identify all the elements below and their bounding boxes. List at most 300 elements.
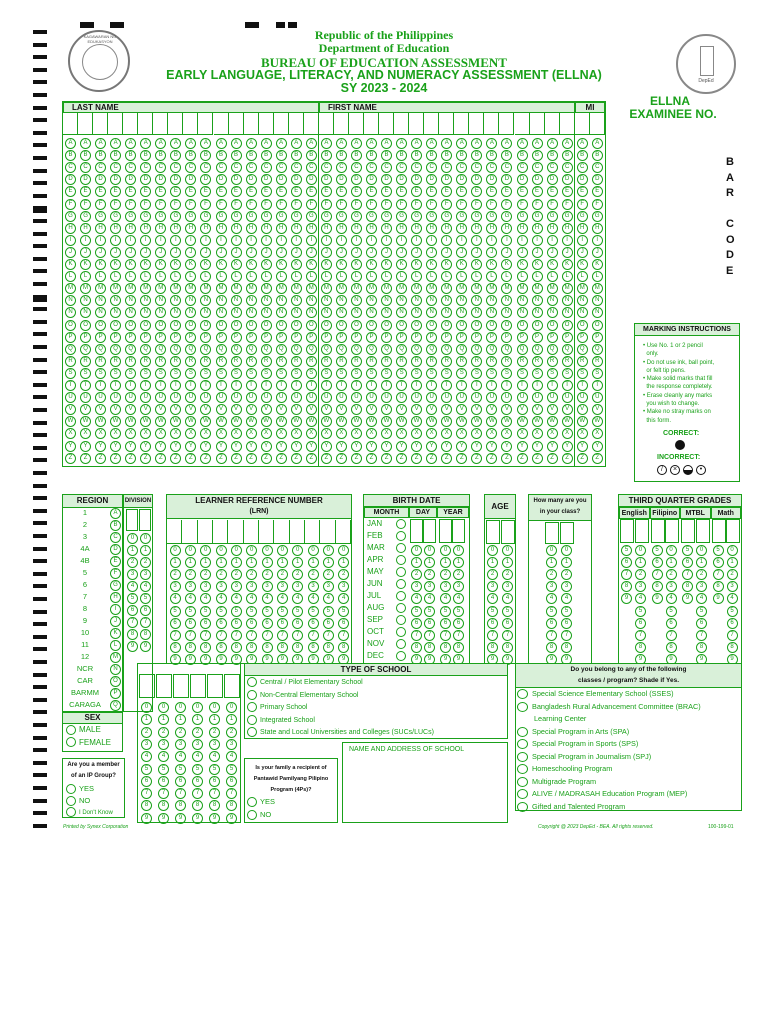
first-name-bubble[interactable]: U (396, 392, 407, 403)
first-name-bubble[interactable]: P (396, 332, 407, 343)
first-name-bubble[interactable]: C (532, 162, 543, 173)
first-name-bubble[interactable]: V (547, 404, 558, 415)
last-name-bubble[interactable]: V (231, 404, 242, 415)
first-name-bubble[interactable]: F (411, 199, 422, 210)
first-name-bubble[interactable]: T (321, 380, 332, 391)
first-name-bubble[interactable]: F (547, 199, 558, 210)
first-name-bubble[interactable]: J (441, 247, 452, 258)
first-name-bubble[interactable]: G (517, 211, 528, 222)
last-name-bubble[interactable]: J (140, 247, 151, 258)
first-name-bubble[interactable]: N (321, 295, 332, 306)
last-name-bubble[interactable]: B (276, 150, 287, 161)
last-name-bubble[interactable]: V (110, 404, 121, 415)
grade-ones-bubble[interactable]: 6 (635, 618, 646, 629)
first-name-bubble[interactable]: O (471, 320, 482, 331)
first-name-bubble[interactable]: R (411, 356, 422, 367)
first-name-bubble[interactable]: A (366, 138, 377, 149)
last-name-bubble[interactable]: R (80, 356, 91, 367)
first-name-bubble[interactable]: D (366, 174, 377, 185)
name-write-cell[interactable] (590, 113, 605, 135)
last-name-bubble[interactable]: R (125, 356, 136, 367)
last-name-bubble[interactable]: Q (95, 344, 106, 355)
last-name-bubble[interactable]: Q (200, 344, 211, 355)
last-name-bubble[interactable]: F (65, 199, 76, 210)
last-name-bubble[interactable]: X (276, 428, 287, 439)
last-name-bubble[interactable]: C (170, 162, 181, 173)
last-name-bubble[interactable]: E (200, 186, 211, 197)
lrn-bubble[interactable]: 5 (185, 606, 196, 617)
year-write-cell[interactable] (452, 519, 465, 543)
last-name-bubble[interactable]: H (231, 223, 242, 234)
first-name-bubble[interactable]: U (517, 392, 528, 403)
last-name-bubble[interactable]: T (110, 380, 121, 391)
first-name-bubble[interactable]: E (351, 186, 362, 197)
last-name-bubble[interactable]: W (246, 416, 257, 427)
class-count-bubble[interactable]: 8 (561, 642, 572, 653)
last-name-bubble[interactable]: Ñ (95, 307, 106, 318)
lrn-bubble[interactable]: 7 (185, 630, 196, 641)
last-name-bubble[interactable]: Q (155, 344, 166, 355)
last-name-bubble[interactable]: S (110, 368, 121, 379)
division-bubble[interactable]: 4 (127, 581, 138, 592)
last-name-bubble[interactable]: B (246, 150, 257, 161)
last-name-bubble[interactable]: C (155, 162, 166, 173)
first-name-bubble[interactable]: V (396, 404, 407, 415)
first-name-bubble[interactable]: O (456, 320, 467, 331)
first-name-bubble[interactable]: T (532, 380, 543, 391)
age-bubble[interactable]: 3 (502, 581, 513, 592)
last-name-bubble[interactable]: K (155, 259, 166, 270)
grade-ones-bubble[interactable]: 0 (727, 545, 738, 556)
last-name-bubble[interactable]: D (80, 174, 91, 185)
mi-name-bubble[interactable]: F (592, 199, 603, 210)
last-name-bubble[interactable]: U (140, 392, 151, 403)
day-bubble[interactable]: 9 (411, 654, 422, 665)
first-name-bubble[interactable]: K (426, 259, 437, 270)
name-write-cell[interactable] (168, 113, 183, 135)
school-id-bubble[interactable]: 4 (192, 751, 203, 762)
last-name-bubble[interactable]: J (306, 247, 317, 258)
first-name-bubble[interactable]: E (381, 186, 392, 197)
last-name-bubble[interactable]: B (155, 150, 166, 161)
first-name-bubble[interactable]: V (351, 404, 362, 415)
last-name-bubble[interactable]: J (216, 247, 227, 258)
grade-ones-bubble[interactable]: 7 (696, 630, 707, 641)
first-name-bubble[interactable]: F (426, 199, 437, 210)
school-id-bubble[interactable]: 8 (141, 800, 152, 811)
lrn-bubble[interactable]: 5 (292, 606, 303, 617)
grade-ones-bubble[interactable]: 4 (635, 593, 646, 604)
first-name-bubble[interactable]: B (336, 150, 347, 161)
region-bubble[interactable]: Q (110, 700, 121, 711)
first-name-bubble[interactable]: U (471, 392, 482, 403)
region-bubble[interactable]: M (110, 652, 121, 663)
division-bubble[interactable]: 6 (140, 605, 151, 616)
last-name-bubble[interactable]: V (216, 404, 227, 415)
first-name-bubble[interactable]: U (486, 392, 497, 403)
division-bubble[interactable]: 5 (140, 593, 151, 604)
first-name-bubble[interactable]: F (517, 199, 528, 210)
last-name-bubble[interactable]: K (110, 259, 121, 270)
lrn-bubble[interactable]: 7 (200, 630, 211, 641)
first-name-bubble[interactable]: U (441, 392, 452, 403)
program-option[interactable] (517, 751, 741, 764)
first-name-bubble[interactable]: R (517, 356, 528, 367)
school-id-bubble[interactable]: 1 (141, 714, 152, 725)
last-name-bubble[interactable]: L (185, 271, 196, 282)
lrn-bubble[interactable]: 7 (323, 630, 334, 641)
first-name-bubble[interactable]: T (517, 380, 528, 391)
last-name-bubble[interactable]: L (80, 271, 91, 282)
grade-write-cell[interactable] (635, 519, 649, 543)
first-name-bubble[interactable]: L (411, 271, 422, 282)
school-type-option[interactable] (247, 677, 507, 690)
first-name-bubble[interactable]: N (547, 295, 558, 306)
school-id-bubble[interactable]: 1 (226, 714, 237, 725)
first-name-bubble[interactable]: R (366, 356, 377, 367)
month-bubble[interactable] (396, 627, 406, 637)
last-name-bubble[interactable]: O (291, 320, 302, 331)
last-name-bubble[interactable]: J (231, 247, 242, 258)
first-name-bubble[interactable]: F (366, 199, 377, 210)
class-count-bubble[interactable]: 4 (561, 593, 572, 604)
last-name-bubble[interactable]: Ñ (276, 307, 287, 318)
last-name-bubble[interactable]: Y (95, 441, 106, 452)
first-name-bubble[interactable]: A (517, 138, 528, 149)
lrn-bubble[interactable]: 5 (200, 606, 211, 617)
first-name-bubble[interactable]: B (547, 150, 558, 161)
mi-name-bubble[interactable]: V (577, 404, 588, 415)
lrn-bubble[interactable]: 6 (246, 618, 257, 629)
lrn-bubble[interactable]: 9 (308, 654, 319, 665)
last-name-bubble[interactable]: V (291, 404, 302, 415)
last-name-bubble[interactable]: F (185, 199, 196, 210)
last-name-bubble[interactable]: L (261, 271, 272, 282)
first-name-bubble[interactable]: S (501, 368, 512, 379)
last-name-bubble[interactable]: Z (155, 453, 166, 464)
first-name-bubble[interactable]: R (441, 356, 452, 367)
first-name-bubble[interactable]: Ñ (426, 307, 437, 318)
last-name-bubble[interactable]: P (306, 332, 317, 343)
first-name-bubble[interactable]: Y (411, 441, 422, 452)
program-option[interactable] (517, 776, 741, 789)
first-name-bubble[interactable]: O (351, 320, 362, 331)
lrn-write-cell[interactable] (320, 520, 335, 544)
grade-ones-bubble[interactable]: 3 (635, 581, 646, 592)
first-name-bubble[interactable]: V (426, 404, 437, 415)
last-name-bubble[interactable]: L (140, 271, 151, 282)
first-name-bubble[interactable]: X (562, 428, 573, 439)
program-option[interactable] (517, 738, 741, 751)
last-name-bubble[interactable]: Ñ (140, 307, 151, 318)
first-name-bubble[interactable]: N (532, 295, 543, 306)
lrn-bubble[interactable]: 0 (231, 545, 242, 556)
first-name-bubble[interactable]: L (532, 271, 543, 282)
year-bubble[interactable]: 6 (453, 618, 464, 629)
month-bubble[interactable] (396, 615, 406, 625)
lrn-bubble[interactable]: 0 (308, 545, 319, 556)
last-name-bubble[interactable]: M (170, 283, 181, 294)
first-name-bubble[interactable]: Z (381, 453, 392, 464)
last-name-bubble[interactable]: F (110, 199, 121, 210)
last-name-bubble[interactable]: F (276, 199, 287, 210)
school-id-bubble[interactable]: 2 (158, 727, 169, 738)
first-name-bubble[interactable]: J (547, 247, 558, 258)
last-name-bubble[interactable]: C (185, 162, 196, 173)
year-bubble[interactable]: 3 (440, 581, 451, 592)
first-name-bubble[interactable]: Q (486, 344, 497, 355)
last-name-bubble[interactable]: X (291, 428, 302, 439)
first-name-bubble[interactable]: D (381, 174, 392, 185)
month-bubble[interactable] (396, 603, 406, 613)
last-name-bubble[interactable]: B (80, 150, 91, 161)
last-name-bubble[interactable]: X (80, 428, 91, 439)
lrn-bubble[interactable]: 2 (170, 569, 181, 580)
last-name-bubble[interactable]: W (155, 416, 166, 427)
last-name-bubble[interactable]: Y (200, 441, 211, 452)
last-name-bubble[interactable]: F (261, 199, 272, 210)
class-count-write-cell[interactable] (560, 522, 574, 544)
lrn-bubble[interactable]: 6 (308, 618, 319, 629)
first-name-bubble[interactable]: P (517, 332, 528, 343)
last-name-bubble[interactable]: N (65, 295, 76, 306)
last-name-bubble[interactable]: P (246, 332, 257, 343)
age-bubble[interactable]: 0 (502, 545, 513, 556)
grade-tens-bubble[interactable]: 5 (682, 545, 693, 556)
first-name-bubble[interactable]: L (366, 271, 377, 282)
first-name-bubble[interactable]: F (381, 199, 392, 210)
lrn-bubble[interactable]: 9 (277, 654, 288, 665)
lrn-bubble[interactable]: 6 (262, 618, 273, 629)
ip-dontknow-option[interactable] (63, 807, 124, 819)
last-name-bubble[interactable]: I (170, 235, 181, 246)
first-name-bubble[interactable]: U (351, 392, 362, 403)
first-name-bubble[interactable]: S (366, 368, 377, 379)
first-name-bubble[interactable]: X (336, 428, 347, 439)
mi-name-bubble[interactable]: A (592, 138, 603, 149)
first-name-bubble[interactable]: R (351, 356, 362, 367)
lrn-write-cell[interactable] (274, 520, 289, 544)
first-name-bubble[interactable]: W (396, 416, 407, 427)
first-name-bubble[interactable]: N (426, 295, 437, 306)
name-write-cell[interactable] (229, 113, 244, 135)
last-name-bubble[interactable]: O (306, 320, 317, 331)
grade-ones-bubble[interactable]: 8 (666, 642, 677, 653)
first-name-bubble[interactable]: W (547, 416, 558, 427)
year-bubble[interactable]: 1 (440, 557, 451, 568)
first-name-bubble[interactable]: K (321, 259, 332, 270)
first-name-bubble[interactable]: J (336, 247, 347, 258)
last-name-bubble[interactable]: Q (80, 344, 91, 355)
last-name-bubble[interactable]: N (200, 295, 211, 306)
last-name-bubble[interactable]: R (246, 356, 257, 367)
first-name-bubble[interactable]: O (426, 320, 437, 331)
last-name-bubble[interactable]: U (291, 392, 302, 403)
name-write-cell[interactable] (454, 113, 469, 135)
first-name-bubble[interactable]: C (381, 162, 392, 173)
lrn-bubble[interactable]: 0 (170, 545, 181, 556)
last-name-bubble[interactable]: N (306, 295, 317, 306)
last-name-bubble[interactable]: G (170, 211, 181, 222)
first-name-bubble[interactable]: C (501, 162, 512, 173)
first-name-bubble[interactable]: N (501, 295, 512, 306)
last-name-bubble[interactable]: A (200, 138, 211, 149)
first-name-bubble[interactable]: A (411, 138, 422, 149)
last-name-bubble[interactable]: J (65, 247, 76, 258)
grade-ones-bubble[interactable]: 2 (635, 569, 646, 580)
first-name-bubble[interactable]: H (381, 223, 392, 234)
first-name-bubble[interactable]: H (517, 223, 528, 234)
last-name-bubble[interactable]: Ñ (231, 307, 242, 318)
first-name-bubble[interactable]: J (456, 247, 467, 258)
first-name-bubble[interactable]: O (532, 320, 543, 331)
first-name-bubble[interactable]: C (441, 162, 452, 173)
last-name-bubble[interactable]: A (291, 138, 302, 149)
first-name-bubble[interactable]: R (562, 356, 573, 367)
first-name-bubble[interactable]: N (441, 295, 452, 306)
last-name-bubble[interactable]: W (306, 416, 317, 427)
last-name-bubble[interactable]: U (125, 392, 136, 403)
lrn-bubble[interactable]: 5 (308, 606, 319, 617)
last-name-bubble[interactable]: Ñ (261, 307, 272, 318)
mi-name-bubble[interactable]: H (592, 223, 603, 234)
first-name-bubble[interactable]: U (562, 392, 573, 403)
class-count-bubble[interactable]: 6 (561, 618, 572, 629)
grade-ones-bubble[interactable]: 9 (666, 654, 677, 665)
ip-no-radio[interactable] (66, 796, 76, 806)
last-name-bubble[interactable]: K (291, 259, 302, 270)
first-name-bubble[interactable]: Q (562, 344, 573, 355)
first-name-bubble[interactable]: Y (426, 441, 437, 452)
first-name-bubble[interactable]: G (441, 211, 452, 222)
school-id-write-cell[interactable] (139, 674, 155, 698)
mi-name-bubble[interactable]: S (592, 368, 603, 379)
grade-write-cell[interactable] (651, 519, 665, 543)
lrn-bubble[interactable]: 8 (338, 642, 349, 653)
first-name-bubble[interactable]: J (471, 247, 482, 258)
first-name-bubble[interactable]: M (562, 283, 573, 294)
first-name-bubble[interactable]: X (426, 428, 437, 439)
school-id-bubble[interactable]: 5 (158, 764, 169, 775)
last-name-bubble[interactable]: F (125, 199, 136, 210)
grade-ones-bubble[interactable]: 6 (727, 618, 738, 629)
first-name-bubble[interactable]: C (547, 162, 558, 173)
first-name-bubble[interactable]: Q (411, 344, 422, 355)
first-name-bubble[interactable]: W (486, 416, 497, 427)
first-name-bubble[interactable]: J (411, 247, 422, 258)
first-name-bubble[interactable]: Y (366, 441, 377, 452)
program-option[interactable] (517, 726, 741, 739)
last-name-bubble[interactable]: O (200, 320, 211, 331)
last-name-bubble[interactable]: I (140, 235, 151, 246)
fourps-no-option[interactable] (245, 809, 337, 822)
last-name-bubble[interactable]: J (261, 247, 272, 258)
first-name-bubble[interactable]: R (456, 356, 467, 367)
name-write-cell[interactable] (575, 113, 590, 135)
first-name-bubble[interactable]: T (562, 380, 573, 391)
first-name-bubble[interactable]: B (456, 150, 467, 161)
age-write-cell[interactable] (501, 520, 515, 544)
last-name-bubble[interactable]: T (170, 380, 181, 391)
first-name-bubble[interactable]: W (456, 416, 467, 427)
age-bubble[interactable]: 0 (487, 545, 498, 556)
last-name-bubble[interactable]: K (65, 259, 76, 270)
first-name-bubble[interactable]: J (501, 247, 512, 258)
first-name-bubble[interactable]: F (396, 199, 407, 210)
program-option[interactable] (517, 713, 741, 726)
age-bubble[interactable]: 7 (487, 630, 498, 641)
first-name-bubble[interactable]: B (366, 150, 377, 161)
class-count-bubble[interactable]: 3 (561, 581, 572, 592)
region-bubble[interactable]: L (110, 640, 121, 651)
first-name-bubble[interactable]: V (336, 404, 347, 415)
class-count-bubble[interactable]: 0 (546, 545, 557, 556)
last-name-bubble[interactable]: L (110, 271, 121, 282)
first-name-bubble[interactable]: G (351, 211, 362, 222)
last-name-bubble[interactable]: P (80, 332, 91, 343)
last-name-bubble[interactable]: A (155, 138, 166, 149)
last-name-bubble[interactable]: H (155, 223, 166, 234)
class-count-bubble[interactable]: 2 (561, 569, 572, 580)
lrn-bubble[interactable]: 9 (338, 654, 349, 665)
day-bubble[interactable]: 0 (424, 545, 435, 556)
school-id-bubble[interactable]: 8 (192, 800, 203, 811)
last-name-bubble[interactable]: J (170, 247, 181, 258)
last-name-bubble[interactable]: H (65, 223, 76, 234)
lrn-bubble[interactable]: 3 (185, 581, 196, 592)
first-name-bubble[interactable]: E (366, 186, 377, 197)
lrn-bubble[interactable]: 1 (277, 557, 288, 568)
first-name-bubble[interactable]: Ñ (351, 307, 362, 318)
last-name-bubble[interactable]: D (246, 174, 257, 185)
last-name-bubble[interactable]: K (276, 259, 287, 270)
lrn-bubble[interactable]: 6 (323, 618, 334, 629)
lrn-write-cell[interactable] (259, 520, 274, 544)
first-name-bubble[interactable]: F (336, 199, 347, 210)
lrn-bubble[interactable]: 9 (246, 654, 257, 665)
lrn-write-cell[interactable] (305, 520, 320, 544)
lrn-bubble[interactable]: 1 (323, 557, 334, 568)
first-name-bubble[interactable]: A (381, 138, 392, 149)
school-id-bubble[interactable]: 4 (175, 751, 186, 762)
lrn-bubble[interactable]: 3 (338, 581, 349, 592)
first-name-bubble[interactable]: K (336, 259, 347, 270)
last-name-bubble[interactable]: M (200, 283, 211, 294)
last-name-bubble[interactable]: F (246, 199, 257, 210)
last-name-bubble[interactable]: H (261, 223, 272, 234)
lrn-bubble[interactable]: 4 (185, 593, 196, 604)
last-name-bubble[interactable]: K (185, 259, 196, 270)
first-name-bubble[interactable]: J (351, 247, 362, 258)
first-name-bubble[interactable]: V (381, 404, 392, 415)
first-name-bubble[interactable]: S (351, 368, 362, 379)
last-name-bubble[interactable]: F (231, 199, 242, 210)
last-name-bubble[interactable]: G (246, 211, 257, 222)
last-name-bubble[interactable]: H (140, 223, 151, 234)
first-name-bubble[interactable]: N (456, 295, 467, 306)
first-name-bubble[interactable]: Q (456, 344, 467, 355)
first-name-bubble[interactable]: H (486, 223, 497, 234)
first-name-bubble[interactable]: N (486, 295, 497, 306)
first-name-bubble[interactable]: N (351, 295, 362, 306)
first-name-bubble[interactable]: P (532, 332, 543, 343)
grade-tens-bubble[interactable]: 6 (621, 557, 632, 568)
last-name-bubble[interactable]: W (231, 416, 242, 427)
first-name-bubble[interactable]: X (547, 428, 558, 439)
first-name-bubble[interactable]: F (441, 199, 452, 210)
first-name-bubble[interactable]: W (517, 416, 528, 427)
school-id-write-cell[interactable] (156, 674, 172, 698)
